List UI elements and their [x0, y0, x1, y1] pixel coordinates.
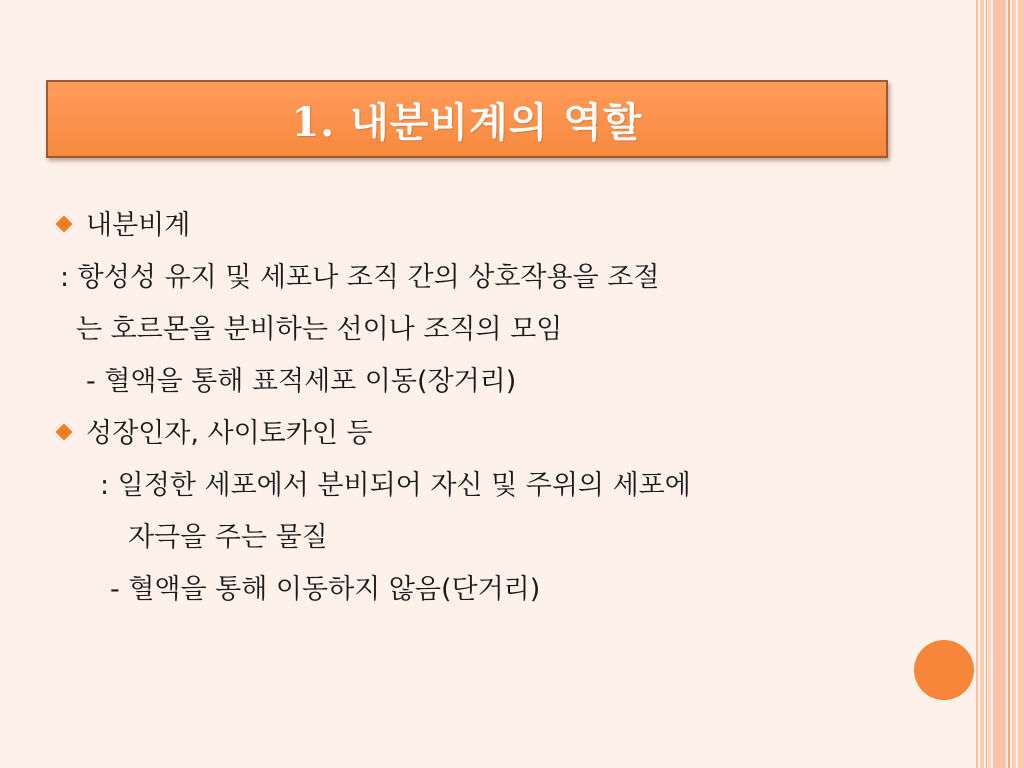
line-text: 자극을 주는 물질	[128, 522, 328, 553]
decorative-stripe	[993, 0, 1006, 768]
text-line	[110, 564, 540, 616]
decorative-stripe	[986, 0, 987, 768]
line-text: : 일정한 세포에서 분비되어 자신 및 주위의 세포에	[100, 470, 691, 501]
line-text: : 항성성 유지 및 세포나 조직 간의 상호작용을 조절	[60, 262, 660, 293]
line-text: 는 호르몬을 분비하는 선이나 조직의 모임	[76, 314, 563, 345]
decorative-stripe	[1012, 0, 1016, 768]
text-line	[100, 460, 691, 512]
text-line	[76, 304, 562, 356]
decorative-stripe	[1018, 0, 1024, 768]
decorative-circle	[914, 640, 974, 700]
title-banner	[46, 80, 888, 158]
bullet-text: 성장인자, 사이토카인 등	[86, 418, 373, 449]
slide-title: 1. 내분비계의 역할	[291, 98, 643, 146]
text-line	[60, 252, 659, 304]
bullet-text: 내분비계	[86, 210, 191, 241]
decorative-stripe	[1008, 0, 1010, 768]
bullet-item	[58, 200, 190, 252]
decorative-stripe	[980, 0, 984, 768]
text-line	[128, 512, 328, 564]
text-line	[86, 356, 516, 408]
decorative-stripe	[976, 0, 978, 768]
diamond-bullet-icon	[56, 215, 73, 232]
diamond-bullet-icon	[56, 423, 73, 440]
line-text: - 혈액을 통해 이동하지 않음(단거리)	[110, 574, 541, 605]
bullet-item	[58, 408, 373, 460]
line-text: - 혈액을 통해 표적세포 이동(장거리)	[86, 366, 517, 397]
decorative-stripe	[988, 0, 991, 768]
